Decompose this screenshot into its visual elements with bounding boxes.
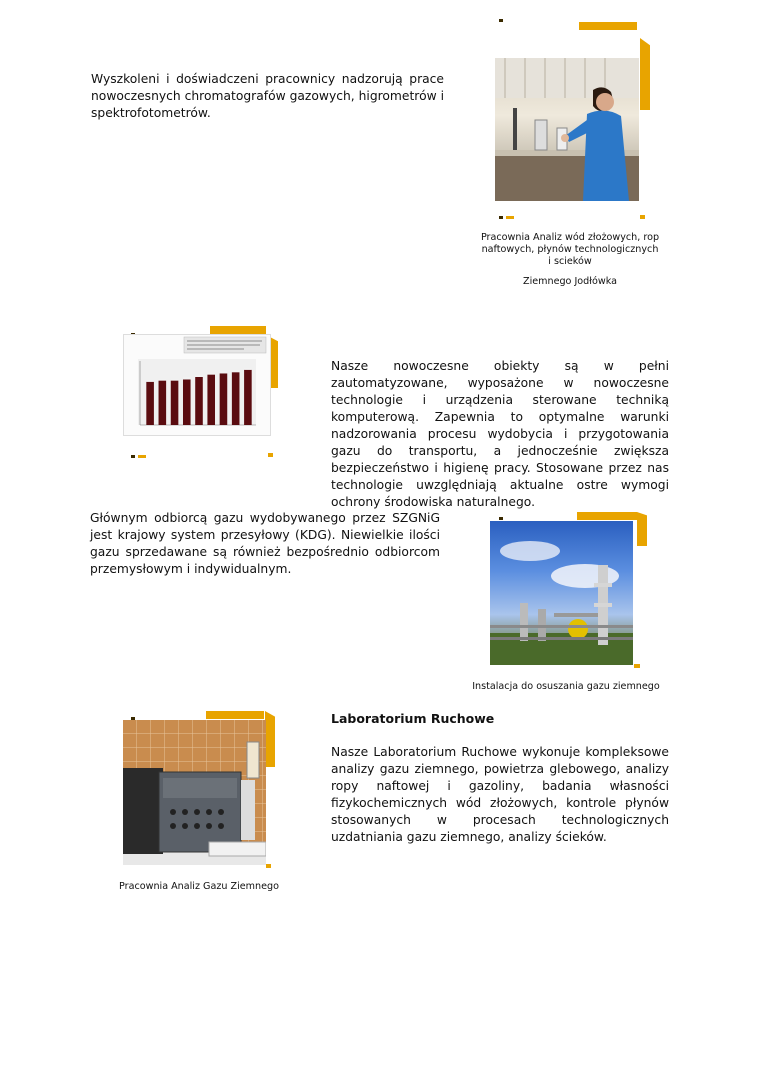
frame-top-bar: [206, 711, 264, 719]
frame-corner-tick: [499, 19, 503, 22]
chart-bar-top: [220, 371, 228, 373]
lab-staff-paragraph: Wyszkoleni i doświadczeni pracownicy nadzorują prace nowoczesnych chromatografów gazowych, higrometrów i spektrofotometrów.: [91, 72, 444, 120]
lab-photo-caption-2: naftowych, płynów technologicznych: [481, 244, 659, 255]
chart-bar: [244, 370, 252, 425]
installation-scene-illustration: [490, 521, 633, 665]
frame-top-bar: [577, 512, 637, 520]
frame-bottom-tick-left: [506, 216, 514, 219]
chart-bar-top: [232, 370, 240, 372]
chart-bar: [195, 377, 203, 425]
frame-bottom-tick-right: [640, 215, 645, 219]
lab-photo-caption-3: i scieków: [548, 256, 592, 267]
frame-bottom-tick-left: [138, 455, 146, 458]
lab-photo-caption-4: Ziemnego Jodłówka: [523, 276, 617, 287]
chart-bar: [183, 379, 191, 425]
frame-top-bar: [210, 326, 266, 334]
chart-bar-top: [183, 377, 191, 379]
chart-bar-top: [159, 379, 167, 381]
gas-drying-installation-photo: [490, 521, 633, 665]
chart-bar: [159, 381, 167, 425]
frame-side-bar: [265, 711, 275, 767]
chart-bar-top: [171, 379, 179, 381]
chart-bar-top: [244, 368, 252, 370]
automation-paragraph: Nasze nowoczesne obiekty są w pełni zautomatyzowane, wyposażone w nowoczesne technologie i urządzenia sterowane techniką komputerową. Zapewnia to optymalne warunki nadzorowania procesu wydobycia i przygotowania gazu do transportu, a jednocześnie zwiększa bezpieczeństwo i higienę pracy. Stosowane przez nas technologie uwzględniają aktualne ostre wymogi ochrony środowiska naturalnego.: [331, 359, 669, 509]
frame-side-bar: [637, 512, 647, 546]
chart-bar: [220, 373, 228, 425]
chart-bar: [146, 382, 154, 425]
lab-photo-caption-1: Pracownia Analiz wód złożowych, rop: [480, 232, 660, 243]
frame-bottom-tick-right: [268, 453, 273, 457]
frame-top-bar: [579, 22, 637, 30]
recipient-paragraph: Głównym odbiorcą gazu wydobywanego przez SZGNiG jest krajowy system przesyłowy (KDG). Niewielkie ilości gazu sprzedawane są również bezpośrednio odbiorcom przemysłowym i indywidualnym.: [90, 511, 440, 576]
chart-bar-top: [146, 380, 154, 382]
chart-bar: [171, 381, 179, 425]
frame-side-bar: [640, 38, 650, 110]
frame-bottom-tick-left-dark: [131, 455, 135, 458]
chart-bar-top: [207, 373, 215, 375]
chart-svg: [124, 335, 270, 435]
gas-production-chart: [123, 334, 271, 436]
frame-bottom-tick-right: [634, 664, 640, 668]
chart-bar-top: [195, 375, 203, 377]
gas-lab-photo-caption: Pracownia Analiz Gazu Ziemnego: [119, 881, 279, 892]
lab-scene-illustration: [495, 58, 639, 201]
chart-bar: [232, 372, 240, 425]
frame-bottom-tick-right: [266, 864, 271, 868]
chart-bar: [207, 375, 215, 425]
frame-bottom-tick-left-dark: [499, 216, 503, 219]
gas-analyzer-photo: [123, 720, 266, 865]
analyzer-scene-illustration: [123, 720, 266, 865]
field-lab-paragraph: Nasze Laboratorium Ruchowe wykonuje kompleksowe analizy gazu ziemnego, powietrza glebowego, analizy ropy naftowej i gazoliny, badania własności fizykochemicznych wód złożowych, kontrole płynów stosowanych w procesach technologicznych uzdatniania gazu ziemnego, analizy ścieków.: [331, 745, 669, 844]
frame-corner-tick: [499, 517, 503, 520]
installation-photo-caption: Instalacja do osuszania gazu ziemnego: [472, 681, 660, 692]
field-lab-heading: Laboratorium Ruchowe: [331, 711, 495, 726]
lab-worker-photo: [495, 58, 639, 201]
